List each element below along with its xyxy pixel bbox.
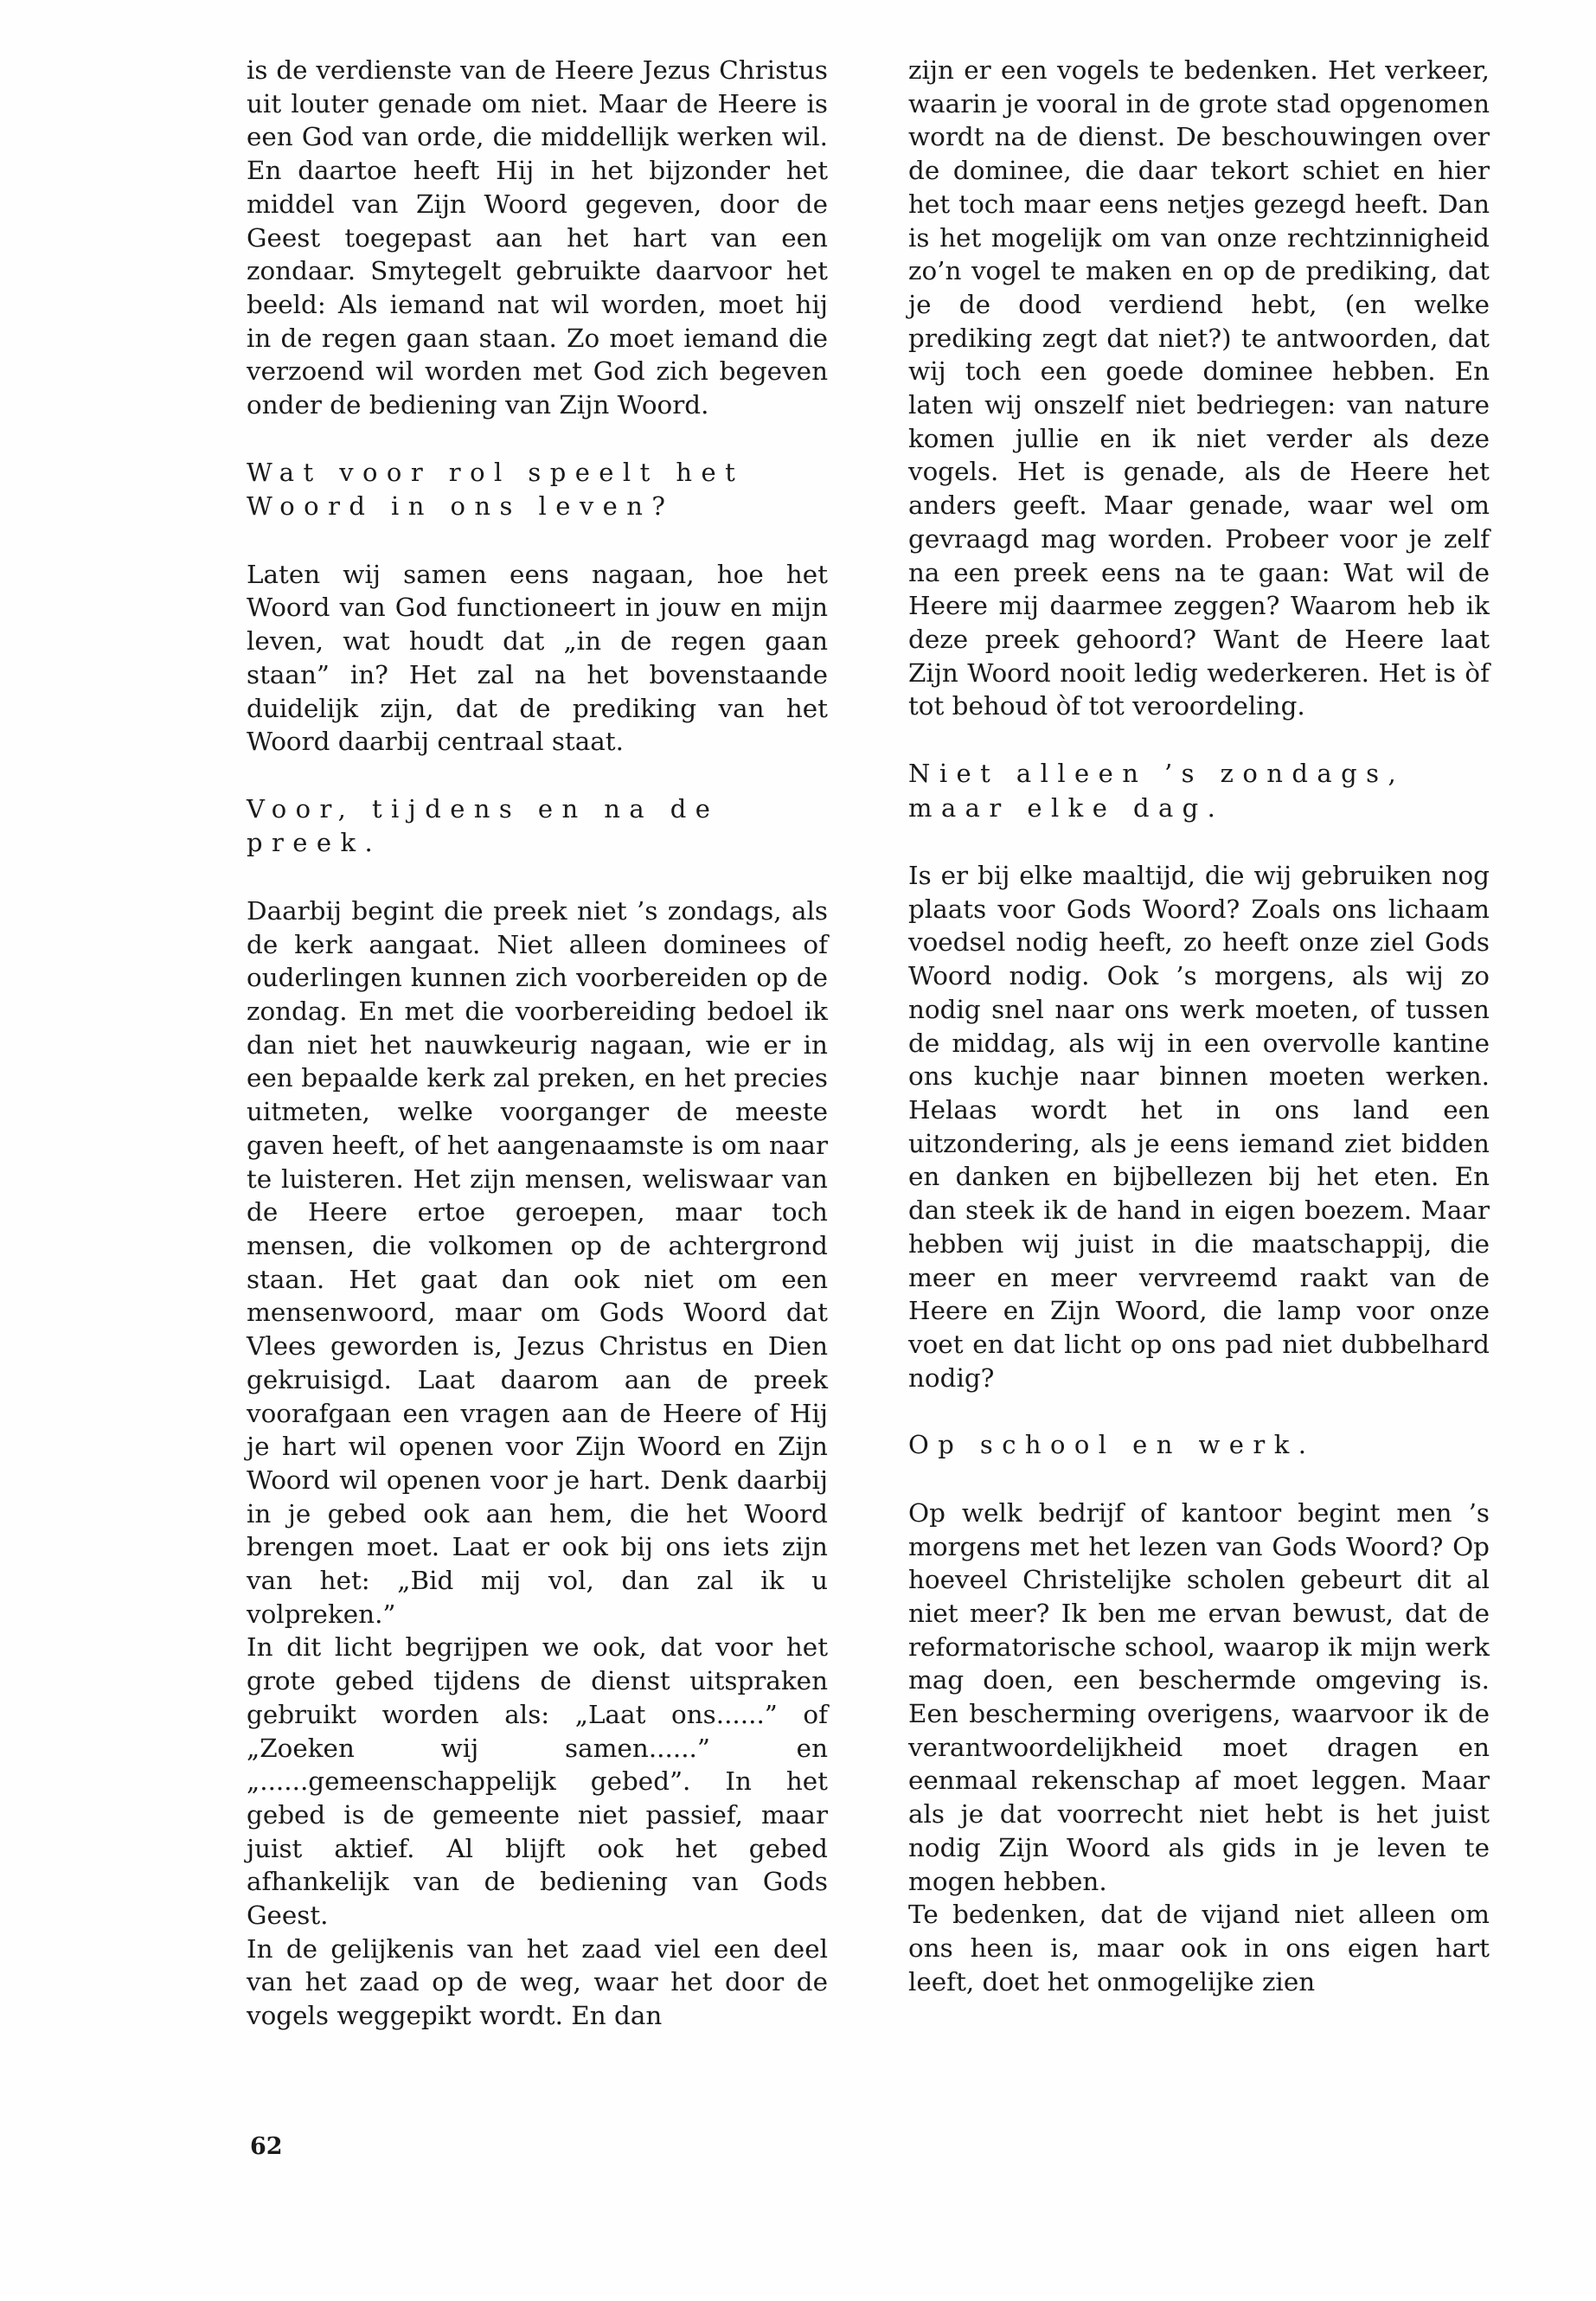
right-paragraph-4: Te bedenken, dat de vijand niet alleen om ons heen is, maar ook in ons eigen hart leeft, doet het onmogelijke zien bbox=[908, 1900, 1490, 1997]
right-paragraph-2: Is er bij elke maaltijd, die wij gebruiken nog plaats voor Gods Woord? Zoals ons lichaam voedsel nodig heeft, zo heeft onze ziel Gods Woord nodig. Ook ’s morgens, als wij zo nodig snel naar ons werk moeten, of tussen de middag, als wij in een overvolle kantine ons kuchje naar binnen moeten werken. Helaas wordt het in ons land een uitzondering, als je eens iemand ziet bidden en danken en bijbellezen bij het eten. En dan steek ik de hand in eigen boezem. Maar hebben wij juist in die maatschappij, die meer en meer vervreemd raakt van de Heere en Zijn Woord, die lamp voor onze voet en dat licht op ons pad niet dubbelhard nodig? bbox=[908, 861, 1490, 1393]
section-heading-role-of-word: Wat voor rol speelt het Woord in ons leven? bbox=[247, 457, 745, 522]
left-paragraph-5: In de gelijkenis van het zaad viel een deel van het zaad op de weg, waar het door de vogels weggepikt wordt. En dan bbox=[247, 1933, 828, 2031]
left-paragraph-4: In dit licht begrijpen we ook, dat voor het grote gebed tijdens de dienst uitspraken gebruikt worden als: „Laat ons......” of „Zoeken wij samen......” en „......gemeenschappelijk gebed”. In het gebed is de gemeente niet passief, maar juist aktief. Al blijft ook het gebed afhankelijk van de bediening van Gods Geest. bbox=[247, 1632, 828, 1931]
spacer bbox=[908, 1463, 1490, 1497]
left-paragraph-3: Daarbij begint die preek niet ’s zondags, als de kerk aangaat. Niet alleen dominees of ouderlingen kunnen zich voorbereiden op de zondag. En met die voorbereiding bedoel ik dan niet het nauwkeurig nagaan, wie er in een bepaalde kerk zal preken, en het precies uitmeten, welke voorganger de meeste gaven heeft, of het aangenaamste is om naar te luisteren. Het zijn mensen, weliswaar van de Heere ertoe geroepen, maar toch mensen, die volkomen op de achtergrond staan. Het gaat dan ook niet om een mensenwoord, maar om Gods Woord dat Vlees geworden is, Jezus Christus en Dien gekruisigd. Laat daarom aan de preek voorafgaan een vragen aan de Heere of Hij je hart wil openen voor Zijn Woord en Zijn Woord wil openen voor je hart. Denk daarbij in je gebed ook aan hem, die het Woord brengen moet. Laat er ook bij ons iets zijn van het: „Bid mij vol, dan zal ik u volpreken.” bbox=[247, 895, 828, 1629]
right-column bbox=[908, 54, 1490, 1998]
spacer bbox=[908, 1394, 1490, 1428]
spacer bbox=[908, 723, 1490, 757]
spacer bbox=[247, 861, 828, 894]
spacer bbox=[247, 759, 828, 792]
section-heading-sermon: Voor, tijdens en na de preek. bbox=[247, 793, 720, 858]
spacer bbox=[908, 825, 1490, 859]
page-number: 62 bbox=[250, 2133, 283, 2160]
right-paragraph-3: Op welk bedrijf of kantoor begint men ’s morgens met het lezen van Gods Woord? Op hoeveel Christelijke scholen gebeurt dit al niet meer? Ik ben me ervan bewust, dat de reformatorische school, waarop ik mijn werk mag doen, een beschermde omgeving is. Een bescherming overigens, waarvoor ik de verantwoordelijkheid moet dragen en eenmaal rekenschap af moet leggen. Maar als je dat voorrecht niet hebt is het juist nodig Zijn Woord als gids in je leven te mogen hebben. bbox=[908, 1497, 1490, 1896]
spacer bbox=[247, 524, 828, 558]
left-paragraph-2: Laten wij samen eens nagaan, hoe het Woord van God functioneert in jouw en mijn leven, wat houdt dat „in de regen gaan staan” in? Het zal na het bovenstaande duidelijk zijn, dat de prediking van het Woord daarbij centraal staat. bbox=[247, 559, 828, 757]
left-paragraph-1: is de verdienste van de Heere Jezus Christus uit louter genade om niet. Maar de Heere is een God van orde, die middellijk werken wil. En daartoe heeft Hij in het bijzonder het middel van Zijn Woord gegeven, door de Geest toegepast aan het hart van een zondaar. Smytegelt gebruikte daarvoor het beeld: Als iemand nat wil worden, moet hij in de regen gaan staan. Zo moet iemand die verzoend wil worden met God zich begeven onder de bediening van Zijn Woord. bbox=[247, 55, 828, 420]
section-heading-school-work: Op school en werk. bbox=[908, 1430, 1316, 1460]
right-paragraph-1: zijn er een vogels te bedenken. Het verkeer, waarin je vooral in de grote stad opgenomen wordt na de dienst. De beschouwingen over de dominee, die daar tekort schiet en hier het toch maar eens netjes gezegd heeft. Dan is het mogelijk om van onze rechtzinnigheid zo’n vogel te maken en op de prediking, dat je de dood verdiend hebt, (en welke prediking zegt dat niet?) te antwoorden, dat wij toch een goede dominee hebben. En laten wij onszelf niet bedriegen: van nature komen jullie en ik niet verder als deze vogels. Het is genade, als de Heere het anders geeft. Maar genade, waar wel om gevraagd mag worden. Probeer voor je zelf na een preek eens na te gaan: Wat wil de Heere mij daarmee zeggen? Waarom heb ik deze preek gehoord? Want de Heere laat Zijn Woord nooit ledig wederkeren. Het is òf tot behoud òf tot veroordeling. bbox=[908, 55, 1490, 721]
spacer bbox=[247, 422, 828, 456]
section-heading-every-day: Niet alleen ’s zondags, maar elke dag. bbox=[908, 759, 1406, 823]
left-column bbox=[247, 54, 828, 2033]
